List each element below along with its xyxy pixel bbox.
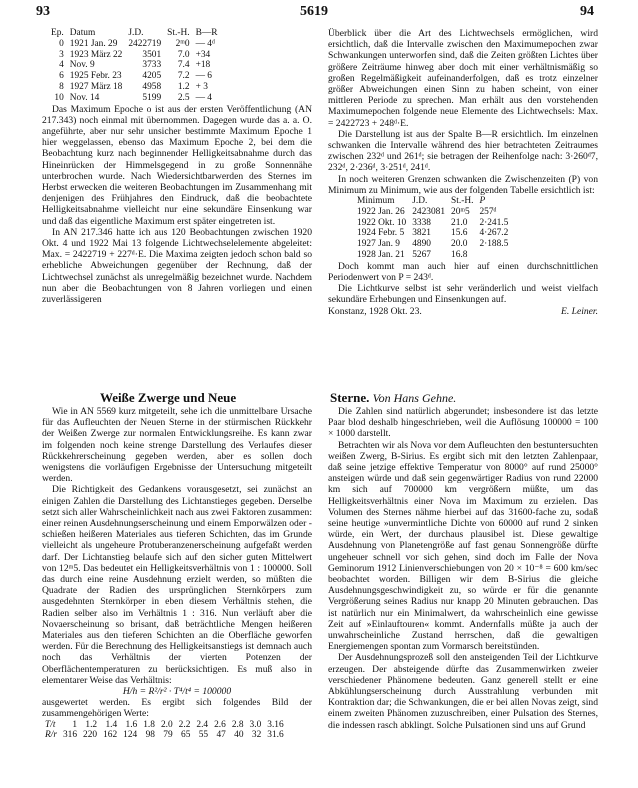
table-cell: 4	[59, 60, 64, 71]
table-row	[48, 50, 220, 61]
table-row	[42, 720, 287, 731]
page-number-left: 93	[36, 4, 50, 19]
issue-number: 5619	[300, 4, 328, 19]
table-cell: 1.6	[125, 719, 138, 730]
table-cell: 2423081	[412, 206, 446, 217]
table-cell: 20ᵐ5	[451, 206, 470, 217]
ratio-table	[42, 720, 287, 742]
table-header-cell: Datum	[69, 28, 96, 38]
paragraph: Doch kommt man auch hier auf einen durchschnittlichen Periodenwert von P = 243ᵈ.	[328, 260, 598, 284]
paragraph: Überblick über die Art des Lichtwechsels ermöglichen, wird ersichtlich, daß die Intervalle zwischen den Maximumepochen zwar Schwankungen unterworfen sind, daß die Zeiten größten Lichtes über größere Zeiträume hinweg aber doch mit einer verhältnismäßig so großen Regelmäßigkeit aufeinanderfolgen, daß es trotz einzelner größer Abweichungen einen Sinn zu haben scheint, von einer mittleren Periode zu sprechen. Man erhält aus den vorstehenden Maximumepochen folgende neue Elemente des Lichtwechsels: Max. = 2422723 + 248ᵈ·E.	[328, 28, 598, 129]
table-cell: 1	[72, 719, 78, 730]
table-header-row	[48, 28, 220, 39]
table-cell: 3821	[412, 228, 431, 239]
table-cell: 2422719	[128, 38, 162, 49]
paragraph: Die Lichtkurve selbst ist sehr veränderlich und weist vielfach sekundäre Erhebungen und Einsenkungen auf.	[328, 283, 598, 306]
table-cell: 1.2	[177, 81, 190, 92]
table-header-cell: Minimum	[357, 196, 395, 207]
table-cell: 3338	[412, 217, 431, 228]
table-cell: 40	[234, 730, 244, 741]
table-cell: 7.4	[177, 60, 190, 71]
table-cell: 2ᵐ0	[175, 38, 190, 49]
table-header-cell: St.-H.	[451, 196, 474, 207]
author-signature: E. Leiner.	[560, 305, 598, 317]
table-row	[42, 730, 287, 741]
table-cell: + 3	[195, 81, 208, 92]
paragraph: ausgewertet werden. Es ergibt sich folgendes Bild der zusammengehörigen Werte:	[42, 697, 312, 720]
table-cell: 31.6	[267, 730, 284, 741]
paragraph: Betrachten wir als Nova vor dem Aufleuchten den bestuntersuchten weißen Zwerg, B-Sirius. Es ergibt sich mit den letzten Zahlenpaar, daß seine jetzige effektive Temperatur von 8000° auf rund 25000° ansteigen würde und daß sein gegenwärtiger Radius von rund 22000 km sich auf 700000 km vergrößern müßte, um das Helligkeitsverhältnis einer Nova im Maximum zu erzielen. Das Volumen des Sternes nähme hierbei auf das 31600-fache zu, sodaß seine heutige »unvermintliche Dichte von 60000 auf rund 2 sinken würde, ein Wert, der durchaus plausibel ist. Diese gewaltige Ausdehnung von Planetengröße auf fast genau Sonnengröße dürfte ungeheuer schnell vor sich gehen, sind doch im Falle der Nova Geminorum 1912 Linienverschiebungen von 20 × 10⁻⁸ = 600 km/sec beobachtet worden. Billigen wir dem B-Sirius die gleiche Ausdehnungsgeschwindigkeit zu, so würde er für die genannte Vergrößerung seines Radius nur knapp 20 Minuten gebrauchen. Das ist natürlich nur ein Minimalwert, da wahrscheinlich eine gewisse Zeit auf »Einlauftouren« kommt. Andernfalls müßte ja auch der unwahrscheinliche Zustand herrschen, daß die gewaltigen Energiemengen spontan zum Vormarsch bereitstünden.	[328, 439, 598, 653]
table-cell: 1923 März 22	[69, 49, 123, 60]
table-row	[354, 228, 511, 239]
table-cell: 1.4	[105, 719, 118, 730]
table-cell: 98	[145, 730, 155, 741]
table-cell: 10	[54, 92, 64, 103]
table-cell: 2·241.5	[479, 217, 509, 228]
table-row-label: R/r	[45, 730, 57, 741]
table-cell: 2.2	[178, 719, 191, 730]
title-word: Sterne.	[330, 390, 370, 405]
paragraph: In AN 217.346 hatte ich aus 120 Beobachtungen zwischen 1920 Okt. 4 und 1922 Mai 13 folgende Lichtwechselelemente abgeleitet: Max. = 2422719 + 227ᵈ·E. Die Maxima zeigten jedoch schon bald so erhebliche Abweichungen gegenüber der Rechnung, daß der Lichtwechsel zunächst als unregelmäßig bezeichnet wurde. Nachdem nun aber die Beobachtungen von 8 Jahren vorliegen und einen zuverlässigeren	[42, 226, 312, 306]
table-row	[354, 239, 511, 250]
table-cell: 1928 Jan. 21	[357, 250, 405, 261]
table-cell: 257ᵈ	[479, 206, 497, 217]
table-row	[48, 82, 220, 93]
table-cell: 2·188.5	[479, 239, 509, 250]
table-cell: 32	[251, 730, 262, 741]
table-cell: 2.6	[214, 719, 226, 730]
table-cell	[476, 250, 511, 261]
left-column-bottom	[42, 406, 312, 741]
paragraph: In noch weiteren Grenzen schwanken die Zwischenzeiten (P) von Minimum zu Minimum, wie aus der folgenden Tabelle ersichtlich ist:	[328, 173, 598, 196]
title-part-2	[330, 390, 456, 406]
table-cell: Nov. 9	[69, 60, 95, 71]
table-cell: +18	[195, 60, 211, 71]
table-row	[48, 71, 220, 82]
table-row-label: T/t	[45, 719, 56, 730]
signature-line	[328, 306, 598, 317]
paragraph: Der Ausdehnungsprozeß soll den ansteigenden Teil der Lichtkurve erzeugen. Der absteigende dürfte das Zusammenwirken zweier verschiedener Phänomene bedeuten. Ganz generell stellt er eine Abkühlungserscheinung durch Ausstrahlung verbunden mit Kontraktion dar; die Schwankungen, die er bei allen Novas zeigt, sind einem zweiten Phänomen zuzuschreiben, einer Pulsation des Sternes, die indessen rasch abklingt. Solche Pulsationen sind uns auf Grund	[328, 652, 598, 731]
table-cell: 1.8	[143, 719, 155, 730]
table-header-cell: J.D.	[128, 28, 144, 38]
table-cell: 5199	[142, 92, 162, 103]
table-cell: 21.0	[451, 217, 468, 228]
table-cell: 1922 Jan. 26	[357, 206, 405, 217]
table-cell: 6	[59, 71, 64, 82]
place-date: Konstanz, 1928 Okt. 23.	[328, 305, 422, 317]
table-cell: 2.4	[196, 719, 209, 730]
table-row	[354, 218, 511, 229]
left-column-top	[42, 28, 312, 305]
table-cell: 2.5	[177, 92, 190, 103]
table-cell: 1922 Okt. 10	[357, 217, 407, 228]
table-cell: 4958	[142, 81, 162, 92]
table-row	[354, 250, 511, 261]
table-cell: 3501	[142, 49, 162, 60]
paragraph: Die Richtigkeit des Gedankens vorausgesetzt, sei zunächst an einigen Zahlen die Darstellung des Lichtanstieges gegeben. Derselbe setzt sich aller Wahrscheinlichkeit nach aus zwei Faktoren zusammen: einer reinen Ausdehnungserscheinung und einem Emporwälzen oder -schießen heißeren Materiales aus tieferen Schichten, das im Grunde vielleicht als ungeheure Protuberanzenerscheinung aufgefaßt werden darf. Der Lichtanstieg belaufe sich auf den sicher guten Mittelwert von 12ᵐ5. Das bedeutet ein Helligkeitsverhältnis von 1 : 100000. Soll das durch eine reine Ausdehnung erzielt werden, so müßten die Quadrate der Radien des ursprünglichen Sternkörpers zum ausgedehnten Sternkörper in eben diesem Verhältnis stehen, die Radien selber also im Verhältnis 1 : 316. Nun verläuft aber die Novaerscheinung so brisant, daß beträchtliche Mengen heißeren Materiales aus den tieferen Schichten an die Oberfläche geworfen werden. Für die Berechnung des Helligkeitsanstiegs ist demnach auch noch das Verhältnis der vierten Potenzen der Oberflächentemperaturen zu berücksichtigen. Es muß also in elementarer Weise das Verhältnis:	[42, 484, 312, 686]
table-row	[48, 93, 220, 104]
table-cell: +34	[195, 49, 211, 60]
right-column-bottom	[328, 406, 598, 731]
article-author: Von Hans Gehne.	[372, 391, 457, 405]
table-header-cell: J.D.	[412, 196, 428, 207]
table-header-cell: Ep.	[51, 28, 64, 38]
table-cell: 8	[59, 81, 64, 92]
table-cell: 4205	[142, 71, 162, 82]
table-cell: 4890	[412, 239, 431, 250]
paragraph: Die Darstellung ist aus der Spalte B—R ersichtlich. Im einzelnen schwanken die Intervalle während des hier betrachteten Zeitraumes zwischen 232ᵈ und 261ᵈ; sie betragen der Reihenfolge nach: 3·260ᵈ7, 232ᵈ, 2·236ᵈ, 3·251ᵈ, 241ᵈ.	[328, 128, 598, 174]
table-cell: 5267	[412, 250, 431, 261]
table-cell: — 4	[195, 92, 212, 103]
table-cell: 124	[123, 730, 138, 741]
page-header	[0, 4, 638, 24]
right-column-top	[328, 28, 598, 317]
table-header-row	[354, 196, 511, 207]
table-cell: 3	[59, 49, 64, 60]
table-header-cell: P	[479, 196, 486, 207]
table-header-cell: B—R	[195, 28, 218, 38]
table-cell: 3733	[142, 60, 162, 71]
maxima-table	[48, 28, 220, 104]
table-cell: 1927 März 18	[69, 81, 123, 92]
table-cell: 7.0	[177, 49, 190, 60]
table-row	[48, 60, 220, 71]
table-cell: 16.8	[451, 250, 468, 261]
table-cell: 220	[83, 730, 98, 741]
table-cell: 2.8	[231, 719, 244, 730]
table-cell: — 4ᵈ	[195, 38, 215, 49]
paragraph: Wie in AN 5569 kurz mitgeteilt, sehe ich die unmittelbare Ursache für das Aufleuchten der Neuen Sterne in der stürmischen Rückkehr der Weißen Zwerge zur normalen Entwicklungsreihe. Es kann zwar im folgenden noch keine strenge Darstellung des Verlaufes dieser Rückkehrerscheinung gegeben werden, aber es sollen doch wenigstens die vorläufigen Ergebnisse der Untersuchung mitgeteilt werden.	[42, 406, 312, 485]
page-number-right: 94	[580, 4, 594, 19]
table-cell: 0	[59, 38, 64, 49]
table-cell: 7.2	[177, 71, 190, 82]
table-cell: 316	[62, 730, 78, 741]
table-cell: 47	[216, 730, 226, 741]
table-cell: 15.6	[451, 228, 468, 239]
table-cell: 3.0	[249, 719, 262, 730]
table-cell: 55	[198, 730, 209, 741]
table-cell: 20.0	[451, 239, 468, 250]
table-cell: 2.0	[160, 719, 173, 730]
title-part-1: Weiße Zwerge und Neue	[100, 390, 237, 405]
table-cell: 1927 Jan. 9	[357, 239, 400, 250]
table-row	[48, 39, 220, 50]
table-cell: 1921 Jan. 29	[69, 38, 118, 49]
table-row	[354, 207, 511, 218]
table-cell: 1924 Febr. 5	[357, 228, 405, 239]
table-header-cell: St.-H.	[167, 28, 190, 38]
table-cell: Nov. 14	[69, 92, 100, 103]
table-cell: 4·267.2	[479, 228, 509, 239]
table-cell: 79	[163, 730, 173, 741]
table-cell: 65	[181, 730, 191, 741]
table-cell: 1.2	[85, 719, 98, 730]
formula: H/h = R²/r² · T⁴/t⁴ = 100000	[122, 686, 232, 698]
paragraph: Das Maximum Epoche o ist aus der ersten Veröffentlichung (AN 217.343) noch einmal mit übernommen. Dagegen wurde das a. a. O. angeführte, aber nur sehr unsicher bestimmte Maximum Epoche 1 hier weggelassen, ebenso das Maximum Epoche 2, bei dem die Beobachtung kurz nach beginnender Helligkeitsabnahme durch das Hineinrücken der Himmelsgegend in zu große Sonnennähe unterbrochen wurde. Nach Wiedersichtbarwerden des Sternes im Herbst erwecken die weiteren Beobachtungen im Zusammenhang mit denjenigen des Frühjahres den Eindruck, daß die beobachtete Helligkeitsabnahme vielleicht nur eine sekundäre Einsenkung war und daß das eigentliche Maximum erst später eingetreten ist.	[42, 103, 312, 227]
minima-table	[354, 196, 511, 261]
table-cell: 1925 Febr. 23	[69, 71, 122, 82]
table-cell: — 6	[195, 71, 212, 82]
table-cell: 3.16	[267, 719, 284, 730]
table-cell: 162	[103, 730, 118, 741]
paragraph: Die Zahlen sind natürlich abgerundet; insbesondere ist das letzte Paar blod deshalb hingeschrieben, weil die Auflösung 100000 = 100 × 1000 darstellt.	[328, 406, 598, 440]
